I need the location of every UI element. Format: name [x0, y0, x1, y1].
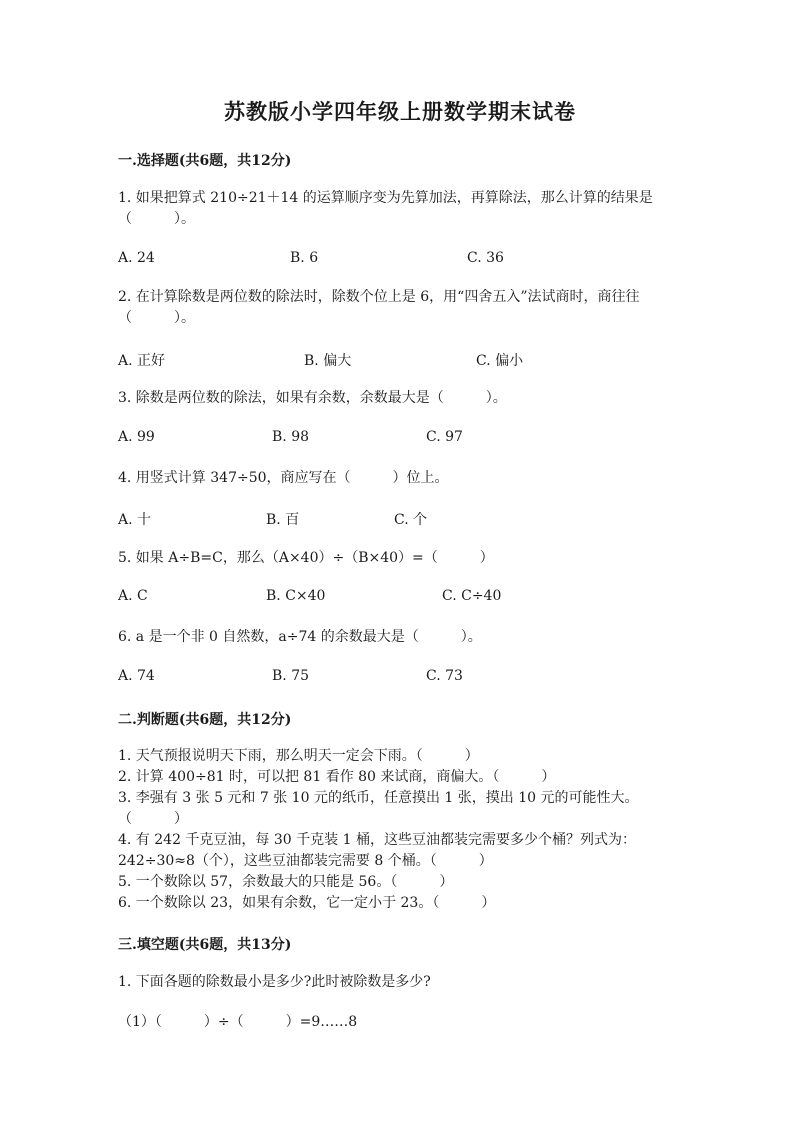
question-5: 5. 如果 A÷B=C，那么（A×40）÷（B×40）=（ ）	[118, 550, 494, 566]
option-a[interactable]: A. 正好	[118, 353, 166, 369]
question-6: 6. a 是一个非 0 自然数，a÷74 的余数最大是（ ）。	[118, 629, 482, 645]
option-c[interactable]: C. 个	[394, 512, 428, 528]
section-heading-fill-in: 三.填空题(共6题，共13分)	[118, 937, 292, 953]
option-b[interactable]: B. 98	[272, 429, 310, 445]
option-c[interactable]: C. 97	[426, 429, 463, 445]
true-false-item-5: 5. 一个数除以 57，余数最大的只能是 56。（ ）	[118, 874, 454, 890]
section-heading-true-false: 二.判断题(共6题，共12分)	[118, 712, 292, 728]
option-c[interactable]: C. 偏小	[476, 353, 524, 369]
option-b[interactable]: B. C×40	[266, 588, 326, 604]
option-b[interactable]: B. 偏大	[304, 353, 352, 369]
option-c[interactable]: C. C÷40	[442, 588, 502, 604]
option-c[interactable]: C. 36	[467, 250, 504, 266]
option-c[interactable]: C. 73	[426, 668, 463, 684]
option-a[interactable]: A. C	[118, 588, 148, 604]
option-b[interactable]: B. 75	[272, 668, 310, 684]
option-a[interactable]: A. 24	[118, 250, 155, 266]
fill-question-1: 1. 下面各题的除数最小是多少?此时被除数是多少?	[118, 974, 431, 990]
true-false-item-2: 2. 计算 400÷81 时，可以把 81 看作 80 来试商，商偏大。（ ）	[118, 769, 556, 785]
option-a[interactable]: A. 十	[118, 512, 152, 528]
question-4: 4. 用竖式计算 347÷50，商应写在（ ）位上。	[118, 470, 449, 486]
fill-question-1-sub: （1）（ ）÷（ ）=9……8	[118, 1014, 358, 1030]
true-false-item-3: 3. 李强有 3 张 5 元和 7 张 10 元的纸币，任意摸出 1 张，摸出 10 元的可能性大。（ ）	[118, 790, 639, 827]
true-false-item-4: 4. 有 242 千克豆油，每 30 千克装 1 桶，这些豆油都装完需要多少个桶？列式为：242÷30≈8（个），这些豆油都装完需要 8 个桶。（ ）	[118, 832, 636, 869]
question-2: 2. 在计算除数是两位数的除法时，除数个位上是 6，用“四舍五入”法试商时，商往往（ ）。	[118, 289, 640, 326]
option-b[interactable]: B. 6	[290, 250, 319, 266]
section-heading-choice: 一.选择题(共6题，共12分)	[118, 153, 292, 169]
option-b[interactable]: B. 百	[266, 512, 300, 528]
true-false-item-6: 6. 一个数除以 23，如果有余数，它一定小于 23。（ ）	[118, 895, 496, 911]
page-title: 苏教版小学四年级上册数学期末试卷	[224, 99, 576, 124]
option-a[interactable]: A. 99	[118, 429, 155, 445]
option-a[interactable]: A. 74	[118, 668, 155, 684]
true-false-item-1: 1. 天气预报说明天下雨，那么明天一定会下雨。（ ）	[118, 748, 479, 764]
question-3: 3. 除数是两位数的除法，如果有余数，余数最大是（ ）。	[118, 390, 507, 406]
question-1: 1. 如果把算式 210÷21＋14 的运算顺序变为先算加法，再算除法，那么计算的结果是（ ）。	[118, 190, 653, 227]
